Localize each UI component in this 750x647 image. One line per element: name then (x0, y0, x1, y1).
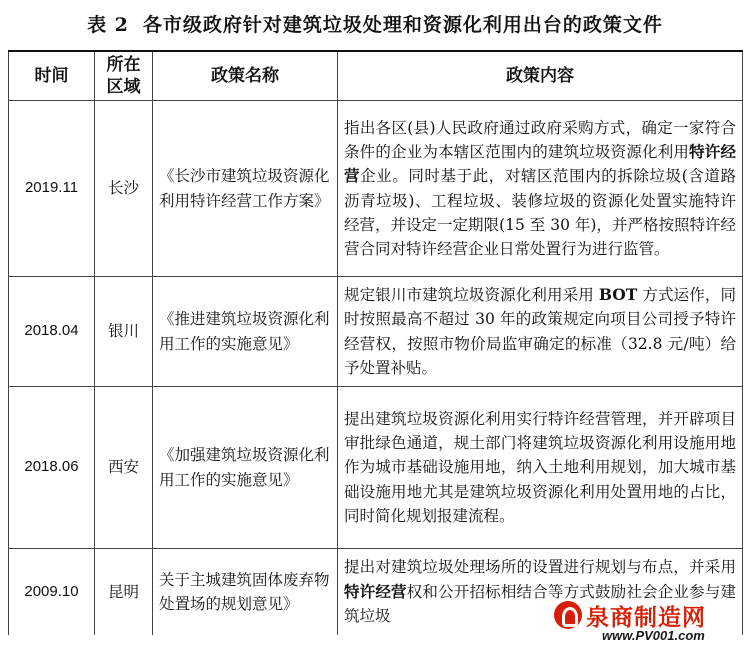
header-policy-name: 政策名称 (153, 51, 338, 101)
content-text: 指出各区(县)人民政府通过政府采购方式，确定一家符合条件的企业为本辖区范围内的建筑垃圾资源化利用 (344, 118, 736, 162)
table-number: 表 2 (87, 14, 129, 36)
cell-time: 2009.10 (9, 549, 95, 635)
content-bold-text: BOT (598, 285, 638, 305)
cell-region: 西安 (95, 387, 153, 549)
content-text: 提出对建筑垃圾处理场所的设置进行规划与布点，并采用 (344, 558, 736, 577)
cell-time: 2018.04 (9, 277, 95, 387)
cell-policy-content (338, 101, 743, 277)
watermark-site-name: 泉商制造网 (586, 605, 706, 631)
table-title-text: 各市级政府针对建筑垃圾处理和资源化利用出台的政策文件 (142, 14, 663, 36)
table-row (9, 101, 743, 277)
header-region-line1: 所在 (106, 55, 141, 75)
header-region-line2: 区域 (106, 77, 141, 97)
cell-policy-content (338, 387, 743, 549)
cell-region: 长沙 (95, 101, 153, 277)
cell-time: 2018.06 (9, 387, 95, 549)
content-text: 规定银川市建筑垃圾资源化利用采用 (344, 286, 599, 305)
table-title (0, 10, 750, 37)
policy-table (8, 50, 743, 635)
cell-policy-name: 《推进建筑垃圾资源化利用工作的实施意见》 (153, 277, 338, 387)
header-region (95, 51, 153, 101)
content-text: 提出建筑垃圾资源化利用实行特许经营管理，并开辟项目审批绿色通道，规土部门将建筑垃圾资源化利用设施用地作为城市基础设施用地，纳入土地利用规划，加大城市基础设施用地尤其是建筑垃圾资源化利用处置用地的占比，同时简化规划报建流程。 (344, 409, 736, 525)
table-header-row (9, 51, 743, 101)
table-row (9, 387, 743, 549)
content-bold-text: 特许经营 (344, 142, 736, 186)
table-row (9, 277, 743, 387)
cell-policy-name: 关于主城建筑固体废弃物处置场的规划意见》 (153, 549, 338, 635)
table-row (9, 549, 743, 635)
cell-policy-content (338, 549, 743, 635)
cell-region: 昆明 (95, 549, 153, 635)
cell-time: 2019.11 (9, 101, 95, 277)
header-policy-content: 政策内容 (338, 51, 743, 101)
cell-policy-name: 《加强建筑垃圾资源化利用工作的实施意见》 (153, 387, 338, 549)
header-time: 时间 (9, 51, 95, 101)
content-text-cont: 权和公开招标相结合等方式鼓励社会企业参与建筑垃圾 (344, 582, 736, 625)
content-text-cont: 企业。同时基于此，对辖区范围内的拆除垃圾(含道路沥青垃圾)、工程垃圾、装修垃圾的资源化处置实施特许经营，并设定一定期限(15 至 30 年)，并严格按照特许经营合同对特许经营企业日常处置行为进行监管。 (344, 167, 736, 258)
cell-region: 银川 (95, 277, 153, 387)
watermark-site-url: www.PV001.com (602, 628, 705, 643)
content-bold-text: 特许经营 (344, 581, 407, 601)
content-text-cont: 方式运作，同时按照最高不超过 30 年的政策规定向项目公司授予特许经营权，按照市物价局监审确定的标准（32.8 元/吨）给予处置补贴。 (344, 286, 736, 377)
cell-policy-name: 《长沙市建筑垃圾资源化利用特许经营工作方案》 (153, 101, 338, 277)
cell-policy-content (338, 277, 743, 387)
